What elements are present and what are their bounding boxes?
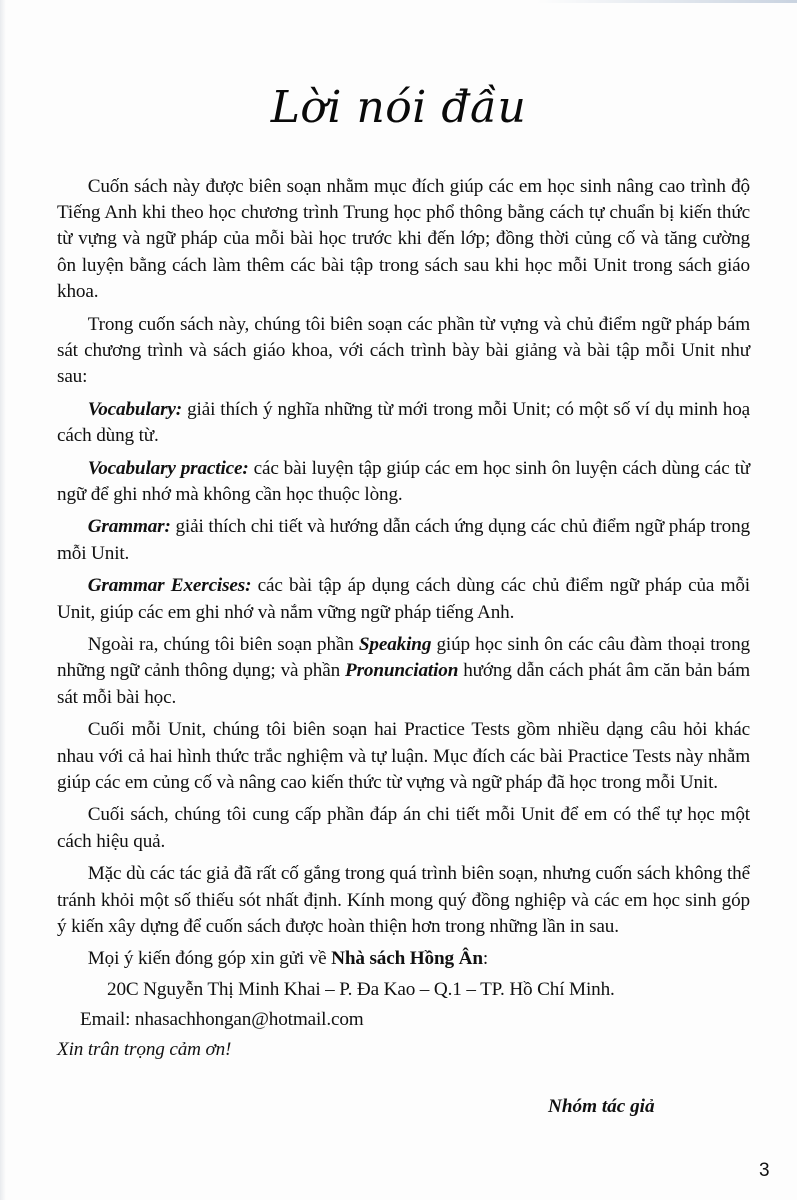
closing-thanks: Xin trân trọng cảm ơn! xyxy=(57,1039,232,1061)
paragraph-text: Cuối mỗi Unit, chúng tôi biên soạn hai Practice Tests gồm nhiều dạng câu hỏi khác nhau với cả hai hình thức trắc nghiệm và tự luận. Mục đích các bài Practice Tests này nhằm giúp các em củng cố và nâng cao kiến thức từ vựng và ngữ pháp đã học trong mỗi Unit. xyxy=(57,719,750,793)
paragraph-vocabulary xyxy=(57,397,750,449)
contact-intro-text: Mọi ý kiến đóng góp xin gửi về xyxy=(87,948,332,970)
page-top-edge xyxy=(537,0,797,3)
term-grammar: Grammar: xyxy=(87,516,171,538)
author-signature: Nhóm tác giả xyxy=(548,1096,655,1117)
paragraph-text: Trong cuốn sách này, chúng tôi biên soạn các phần từ vựng và chủ điểm ngữ pháp bám sát chương trình và sách giáo khoa, với cách trình bày bài giảng và bài tập mỗi Unit như sau: xyxy=(57,313,750,387)
preface-body xyxy=(57,174,750,1063)
term-vocabulary: Vocabulary: xyxy=(87,398,183,420)
title-text: Lời nói đầu xyxy=(270,82,527,133)
paragraph-text: các bài luyện tập giúp các em học sinh ôn luyện cách dùng các từ ngữ để ghi nhớ mà không cần học thuộc lòng. xyxy=(57,457,750,505)
page-number: 3 xyxy=(759,1160,770,1181)
page-title xyxy=(0,78,797,138)
contact-intro xyxy=(57,946,750,972)
paragraph-answer-key xyxy=(57,802,750,854)
contact-colon: : xyxy=(482,948,489,970)
paragraph-text: giải thích ý nghĩa những từ mới trong mỗi Unit; có một số ví dụ minh hoạ cách dùng từ. xyxy=(57,398,750,446)
publisher-name: Nhà sách Hồng Ân xyxy=(331,948,483,970)
term-grammar-exercises: Grammar Exercises: xyxy=(87,575,252,597)
paragraph-speaking-pronunciation xyxy=(57,632,750,711)
paragraph-text: giúp học sinh ôn các câu đàm thoại trong những ngữ cảnh thông dụng; và phần xyxy=(57,634,751,682)
term-speaking: Speaking xyxy=(358,634,432,656)
paragraph-intro xyxy=(57,174,750,305)
paragraph-text: các bài tập áp dụng cách dùng các chủ điểm ngữ pháp của mỗi Unit, giúp các em ghi nhớ và nắm vững ngữ pháp tiếng Anh. xyxy=(57,575,750,623)
paragraph-structure xyxy=(57,312,750,391)
page-binding-shadow xyxy=(0,0,6,1200)
term-pronunciation: Pronunciation xyxy=(345,660,459,682)
publisher-email: Email: nhasachhongan@hotmail.com xyxy=(80,1008,364,1030)
publisher-address: 20C Nguyễn Thị Minh Khai – P. Đa Kao – Q.1 – TP. Hồ Chí Minh. xyxy=(107,978,615,1000)
paragraph-text: Cuốn sách này được biên soạn nhằm mục đích giúp các em học sinh nâng cao trình độ Tiếng Anh khi theo học chương trình Trung học phổ thông bằng cách tự chuẩn bị kiến thức từ vựng và ngữ pháp của mỗi bài học trước khi đến lớp; đồng thời củng cố và tăng cường ôn luyện bằng cách làm thêm các bài tập trong sách sau khi học mỗi Unit trong sách giáo khoa. xyxy=(57,176,750,302)
paragraph-text: giải thích chi tiết và hướng dẫn cách ứng dụng các chủ điểm ngữ pháp trong mỗi Unit. xyxy=(57,516,750,564)
paragraph-practice-tests xyxy=(57,717,750,796)
paragraph-text: Mặc dù các tác giả đã rất cố gắng trong quá trình biên soạn, nhưng cuốn sách không thể tránh khỏi một số thiếu sót nhất định. Kính mong quý đồng nghiệp và các em học sinh góp ý kiến xây dựng để cuốn sách được hoàn thiện hơn trong những lần in sau. xyxy=(57,863,750,937)
paragraph-grammar xyxy=(57,514,750,566)
paragraph-text: hướng dẫn cách phát âm căn bản bám sát mỗi bài học. xyxy=(57,660,751,708)
paragraph-text: Ngoài ra, chúng tôi biên soạn phần xyxy=(87,634,359,656)
paragraph-vocabulary-practice xyxy=(57,456,750,508)
paragraph-grammar-exercises xyxy=(57,573,750,625)
paragraph-feedback-request xyxy=(57,861,750,940)
paragraph-text: Cuối sách, chúng tôi cung cấp phần đáp án chi tiết mỗi Unit để em có thể tự học một cách hiệu quả. xyxy=(57,804,750,852)
term-vocabulary-practice: Vocabulary practice: xyxy=(87,457,249,479)
